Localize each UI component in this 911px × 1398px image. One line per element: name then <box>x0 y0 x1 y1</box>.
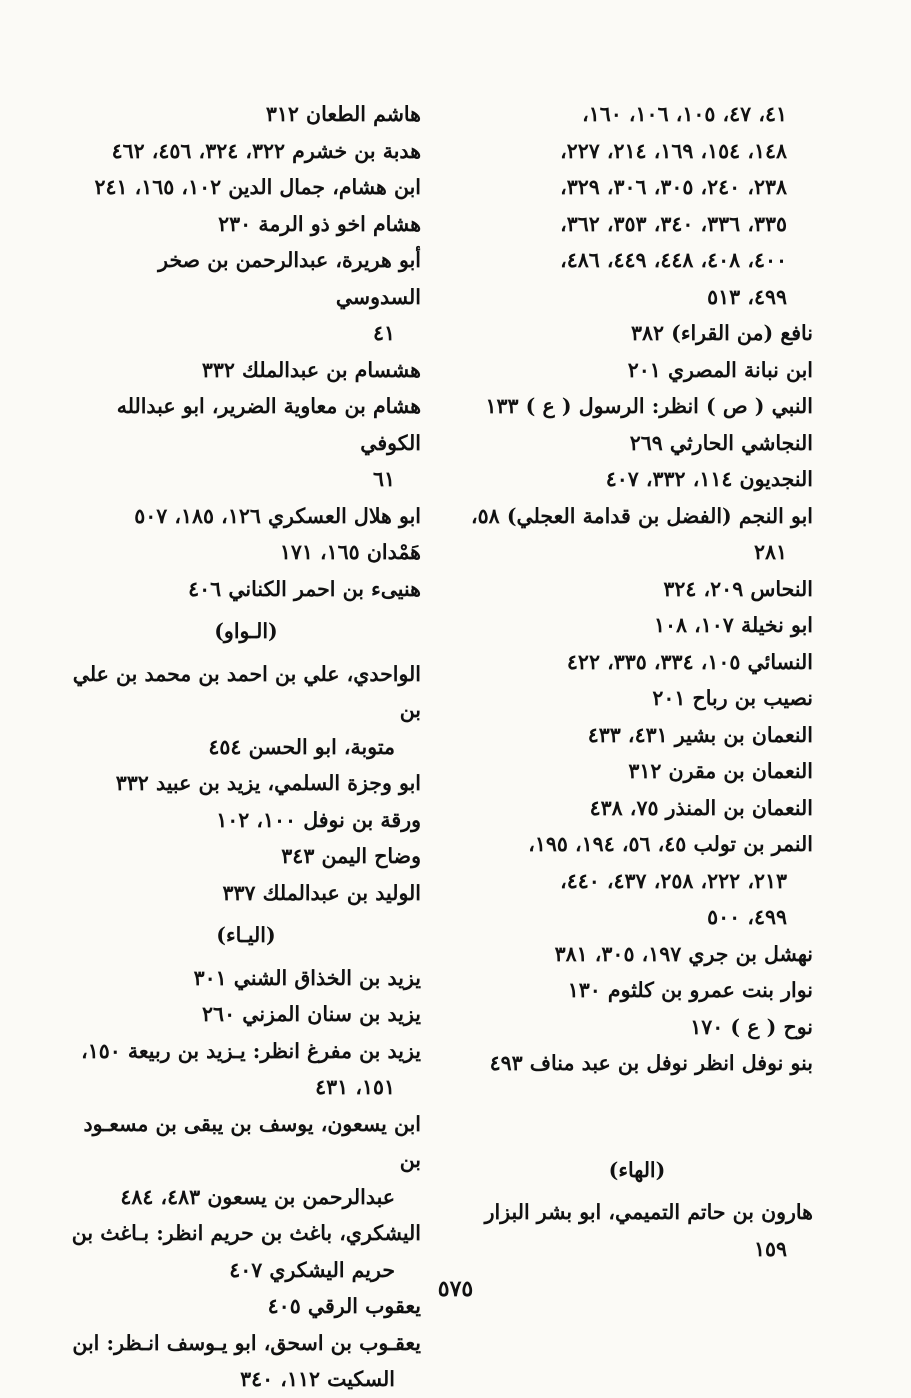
index-entry: ابو وجزة السلمي، يزيد بن عبيد ٣٣٢ <box>115 771 421 795</box>
left-entries-waw <box>71 656 421 912</box>
index-entry: النبي ( ص ) انظر: الرسول ( ع ) ١٣٣ <box>485 394 813 418</box>
index-entry: ٤٩٩، ٥٠٠ <box>707 905 787 929</box>
index-entry: النسائي ١٠٥، ٣٣٤، ٣٣٥، ٤٢٢ <box>566 649 813 674</box>
index-entry: ٤١ <box>372 321 395 345</box>
index-entry: ٤٩٩، ٥١٣ <box>707 284 787 309</box>
page-number: ٥٧٥ <box>437 1276 474 1302</box>
index-entry: نهشل بن جري ١٩٧، ٣٠٥، ٣٨١ <box>554 941 813 966</box>
index-entry: نوح ( ع ) ١٧٠ <box>690 1014 813 1039</box>
index-entry: هشسام بن عبدالملك ٣٣٢ <box>201 357 421 382</box>
index-entry: ٢٣٨، ٢٤٠، ٣٠٥، ٣٠٦، ٣٢٩، <box>560 175 787 199</box>
index-entry: ١٥٩ <box>753 1236 787 1261</box>
index-entry: ورقة بن نوفل ١٠٠، ١٠٢ <box>216 807 421 832</box>
index-entry: هنيىء بن احمر الكناني ٤٠٦ <box>188 576 421 601</box>
index-entry: نصيب بن رباح ٢٠١ <box>652 686 813 710</box>
index-entry: الواحدي، علي بن احمد بن محمد بن علي بن <box>72 661 421 722</box>
index-entry: السكيت ١١٢، ٣٤٠ <box>240 1367 395 1391</box>
index-entry: ابو هلال العسكري ١٢٦، ١٨٥، ٥٠٧ <box>134 503 421 528</box>
index-entry: يعقـوب بن اسحق، ابو يـوسف انـظر: ابن <box>72 1330 421 1355</box>
index-entry: ٤٠٠، ٤٠٨، ٤٤٨، ٤٤٩، ٤٨٦، <box>560 248 787 272</box>
index-entry: ابو نخيلة ١٠٧، ١٠٨ <box>653 613 813 637</box>
index-entry: النعمان بن المنذر ٧٥، ٤٣٨ <box>589 795 813 820</box>
index-entry: ابن نبانة المصري ٢٠١ <box>627 357 813 382</box>
index-entry: ٢٨١ <box>753 540 787 564</box>
index-entry: الوليد بن عبدالملك ٣٣٧ <box>222 880 421 905</box>
index-entry: النمر بن تولب ٤٥، ٥٦، ١٩٤، ١٩٥، <box>528 832 813 856</box>
index-entry: هاشم الطعان ٣١٢ <box>265 102 421 126</box>
left-column <box>71 96 421 1398</box>
index-entry: يزيد بن مفرغ انظر: يـزيد بن ربيعة ١٥٠، <box>81 1038 421 1063</box>
index-entry: هشام بن معاوية الضرير، ابو عبدالله الكوفي <box>116 394 421 455</box>
index-entry: نوار بنت عمرو بن كلثوم ١٣٠ <box>567 978 813 1002</box>
index-entry: النعمان بن بشير ٤٣١، ٤٣٣ <box>587 722 813 747</box>
index-entry: بنو نوفل انظر نوفل بن عبد مناف ٤٩٣ <box>489 1051 813 1075</box>
index-entry: النجاشي الحارثي ٢٦٩ <box>629 430 813 455</box>
index-entry: حريم اليشكري ٤٠٧ <box>229 1257 395 1282</box>
index-entry: النحاس ٢٠٩، ٣٢٤ <box>663 576 813 601</box>
index-entry: ٣٣٥، ٣٣٦، ٣٤٠، ٣٥٣، ٣٦٢، <box>560 211 787 236</box>
index-entry: ابن يسعون، يوسف بن يبقى بن مسعـود بن <box>83 1111 421 1172</box>
index-entry: ٤١، ٤٧، ١٠٥، ١٠٦، ١٦٠، <box>582 102 787 126</box>
section-heading-ya: (اليـاء) <box>216 923 276 947</box>
index-entry: ابو النجم (الفضل بن قدامة العجلي) ٥٨، <box>471 503 813 528</box>
index-entry: يزيد بن الخذاق الشني ٣٠١ <box>193 965 421 990</box>
index-entry: أبو هريرة، عبدالرحمن بن صخر السدوسي <box>158 248 421 309</box>
index-entry: ابن هشام، جمال الدين ١٠٢، ١٦٥، ٢٤١ <box>94 175 421 199</box>
index-entry: وضاح اليمن ٣٤٣ <box>281 844 421 868</box>
index-entry: متوبة، ابو الحسن ٤٥٤ <box>208 734 395 759</box>
index-entry: يزيد بن سنان المزني ٢٦٠ <box>202 1002 421 1026</box>
right-entries-ha <box>461 1194 813 1267</box>
index-entry: هَمْدان ١٦٥، ١٧١ <box>279 540 421 564</box>
index-entry: نافع (من القراء) ٣٨٢ <box>630 321 813 345</box>
index-entry: هشام اخو ذو الرمة ٢٣٠ <box>218 211 421 236</box>
right-column <box>461 96 813 1267</box>
right-entries-top <box>461 96 813 1082</box>
index-entry: هدبة بن خشرم ٣٢٢، ٣٢٤، ٤٥٦، ٤٦٢ <box>111 138 421 163</box>
index-entry: النجديون ١١٤، ٣٣٢، ٤٠٧ <box>605 467 813 491</box>
section-heading-waw: (الـواو) <box>214 619 278 643</box>
index-entry: ٦١ <box>372 467 395 491</box>
index-entry: يعقوب الرقي ٤٠٥ <box>267 1294 421 1318</box>
section-heading-ha: (الهاء) <box>608 1157 666 1182</box>
left-entries-top <box>71 96 421 607</box>
index-entry: هارون بن حاتم التميمي، ابو بشر البزار <box>484 1200 813 1224</box>
index-entry: ٢١٣، ٢٢٢، ٢٥٨، ٤٣٧، ٤٤٠، <box>560 868 787 893</box>
index-entry: اليشكري، باغث بن حريم انظر: بـاغث بن <box>71 1221 421 1245</box>
index-entry: ١٥١، ٤٣١ <box>315 1075 395 1099</box>
left-entries-ya <box>71 960 421 1398</box>
index-entry: النعمان بن مقرن ٣١٢ <box>628 759 813 783</box>
index-entry: ١٤٨، ١٥٤، ١٦٩، ٢١٤، ٢٢٧، <box>560 138 787 163</box>
index-entry: عبدالرحمن بن يسعون ٤٨٣، ٤٨٤ <box>120 1184 395 1209</box>
